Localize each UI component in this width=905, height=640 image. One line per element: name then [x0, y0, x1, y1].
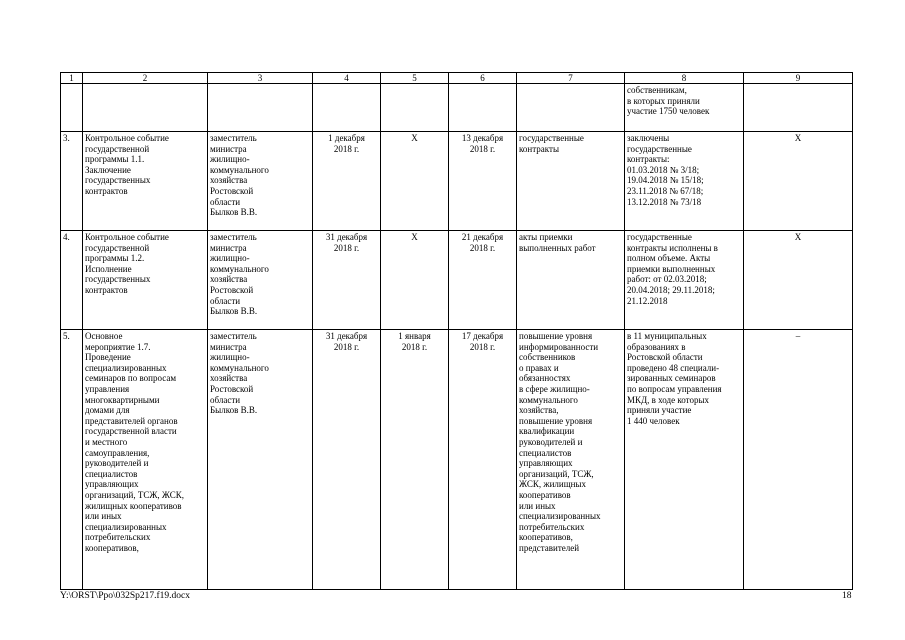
- result-planned-cell: государственные контракты: [517, 132, 625, 231]
- table-row: [61, 330, 853, 590]
- actual-date-cell: [449, 84, 517, 132]
- footer-file-path: Y:\ORST\Ppo\032Sp217.f19.docx: [60, 591, 191, 601]
- planned-date-cell: 31 декабря 2018 г.: [313, 231, 381, 330]
- table-row: [61, 231, 853, 330]
- responsible-cell: [208, 84, 313, 132]
- planned-date-cell: 1 декабря 2018 г.: [313, 132, 381, 231]
- responsible-cell: заместитель министра жилищно- коммунального хозяйства Ростовской области Былков В.В.: [208, 132, 313, 231]
- row-number-cell: 4.: [61, 231, 83, 330]
- column-number-header: 9: [744, 73, 853, 84]
- report-table: [60, 72, 853, 590]
- responsible-cell: заместитель министра жилищно- коммунального хозяйства Ростовской области Былков В.В.: [208, 330, 313, 590]
- notes-cell: Х: [744, 231, 853, 330]
- event-name-cell: Основное мероприятие 1.7. Проведение специализированных семинаров по вопросам управления многоквартирными домами для представителей органов государственной власти и местного самоуправления, руководителей и специалистов управляющих организаций, ТСЖ, ЖСК, жилищных кооперативов или иных специализированных потребительских кооперативов,: [83, 330, 208, 590]
- result-actual-cell: в 11 муниципальных образованиях в Ростовской области проведено 48 специали- зированных семинаров по вопросам управления МКД, в ходе которых приняли участие 1 440 человек: [625, 330, 744, 590]
- column-number-header: 6: [449, 73, 517, 84]
- column-number-header: 3: [208, 73, 313, 84]
- result-actual-cell: заключены государственные контракты: 01.03.2018 № 3/18; 19.04.2018 № 15/18; 23.11.2018 № 67/18; 13.12.2018 № 73/18: [625, 132, 744, 231]
- notes-cell: Х: [744, 132, 853, 231]
- result-actual-cell: государственные контракты исполнены в полном объеме. Акты приемки выполненных работ: от 02.03.2018; 20.04.2018; 29.11.2018; 21.12.2018: [625, 231, 744, 330]
- result-actual-cell: собственникам, в которых приняли участие 1750 человек: [625, 84, 744, 132]
- column-number-header: 8: [625, 73, 744, 84]
- planned-date-cell: [313, 84, 381, 132]
- row-number-cell: 5.: [61, 330, 83, 590]
- column-number-header: 5: [381, 73, 449, 84]
- column-number-header: 7: [517, 73, 625, 84]
- page-number: 18: [842, 591, 852, 601]
- actual-date-cell: 13 декабря 2018 г.: [449, 132, 517, 231]
- column-number-header: 2: [83, 73, 208, 84]
- event-name-cell: Контрольное событие государственной программы 1.2. Исполнение государственных контрактов: [83, 231, 208, 330]
- header-row: [61, 73, 853, 84]
- start-date-cell: 1 января 2018 г.: [381, 330, 449, 590]
- table-row: [61, 132, 853, 231]
- table-row: [61, 84, 853, 132]
- event-name-cell: [83, 84, 208, 132]
- responsible-cell: заместитель министра жилищно- коммунального хозяйства Ростовской области Былков В.В.: [208, 231, 313, 330]
- row-number-cell: 3.: [61, 132, 83, 231]
- event-name-cell: Контрольное событие государственной программы 1.1. Заключение государственных контрактов: [83, 132, 208, 231]
- start-date-cell: [381, 84, 449, 132]
- start-date-cell: Х: [381, 231, 449, 330]
- result-planned-cell: [517, 84, 625, 132]
- row-number-cell: [61, 84, 83, 132]
- notes-cell: [744, 84, 853, 132]
- column-number-header: 4: [313, 73, 381, 84]
- notes-cell: –: [744, 330, 853, 590]
- column-number-header: 1: [61, 73, 83, 84]
- start-date-cell: Х: [381, 132, 449, 231]
- result-planned-cell: повышение уровня информированности собственников о правах и обязанностях в сфере жилищно- коммунального хозяйства, повышение уровня квалификации руководителей и специалистов управляющих организаций, ТСЖ, ЖСК, жилищных кооперативов или иных специализированных потребительских кооперативов, представителей: [517, 330, 625, 590]
- result-planned-cell: акты приемки выполненных работ: [517, 231, 625, 330]
- planned-date-cell: 31 декабря 2018 г.: [313, 330, 381, 590]
- actual-date-cell: 21 декабря 2018 г.: [449, 231, 517, 330]
- actual-date-cell: 17 декабря 2018 г.: [449, 330, 517, 590]
